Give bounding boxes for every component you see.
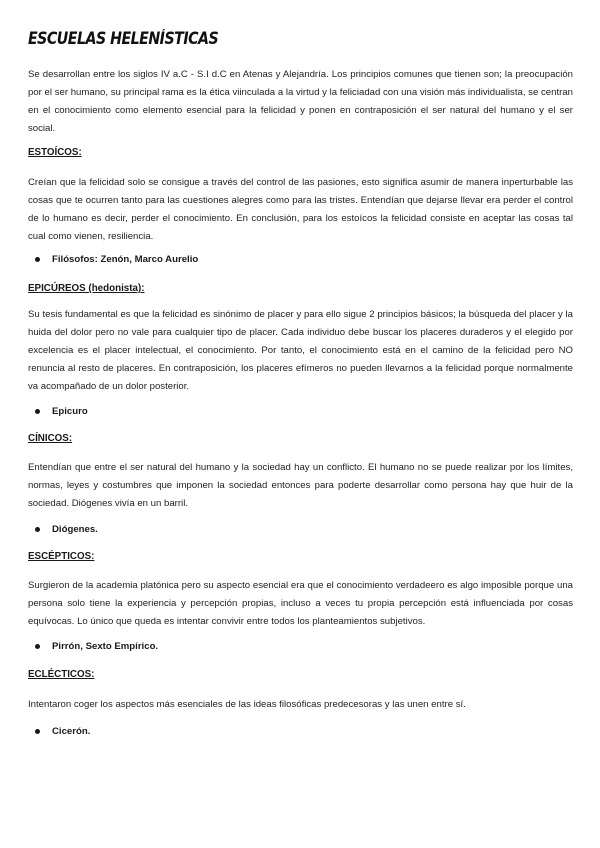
paragraph-estoicos: Creían que la felicidad solo se consigue a través del control de las pasiones, esto significa asumir de manera inperturbable las cosas que te ocurren tanto para las cuestiones alegres como para las tristes. Entendían que dejarse llevar era perder el control de lo humano es decir, perder el conocimiento. En conclusión, para los estoícos la felicidad consiste en aceptar las cosas tal cual como vienen, resiliencia.: [28, 177, 573, 242]
list-item: [35, 641, 158, 652]
bullet-text-cinicos: Diógenes.: [52, 524, 98, 535]
bullet-icon: [35, 527, 40, 532]
paragraph-eclecticos: Intentaron coger los aspectos más esenciales de las ideas filosóficas predecesoras y las unen entre sí.: [28, 699, 466, 710]
list-item: [35, 406, 88, 417]
list-item: [35, 254, 198, 265]
heading-epicureos: EPICÚREOS (hedonista):: [28, 283, 145, 294]
list-item: [35, 524, 98, 535]
bullet-text-epicureos: Epicuro: [52, 406, 88, 417]
page-title: ESCUELAS HELENÍSTICAS: [28, 29, 219, 48]
bullet-text-estoicos: Filósofos: Zenón, Marco Aurelio: [52, 254, 199, 265]
heading-eclecticos: ECLÉCTICOS:: [28, 669, 95, 680]
bullet-icon: [35, 257, 40, 262]
bullet-icon: [35, 729, 40, 734]
paragraph-escepticos: Surgieron de la academia platónica pero su aspecto esencial era que el conocimiento verdadeero es algo imposible porque una persona solo tiene la experiencia y percepción propias, incluso a veces tu propia percepción está influenciada por cosas equívocas. Lo único que queda es intentar convivir entre todos los planteamientos subjetivos.: [28, 580, 573, 627]
heading-estoicos: ESTOÍCOS:: [28, 147, 82, 158]
list-item: [35, 726, 90, 737]
bullet-text-escepticos: Pirrón, Sexto Empírico.: [52, 641, 159, 652]
intro-paragraph: Se desarrollan entre los siglos IV a.C - S.I d.C en Atenas y Alejandría. Los principios comunes que tienen son; la preocupación por el ser humano, su principal rama es la ética viinculada a la virtud y la feliciadad con una visión más individualista, se centran en el conocimiento como elemento esencial para la felicidad y ponen en contraposición el ser natural del humano y el ser social.: [28, 69, 573, 134]
heading-cinicos: CÍNICOS:: [28, 433, 73, 444]
paragraph-cinicos: Entendían que entre el ser natural del humano y la sociedad hay un conflicto. El humano no se puede realizar por los límites, normas, leyes y costumbres que imponen la sociedad entonces para poderte desarrollar como persona hay que huir de la sociedad. Diógenes vivía en un barril.: [28, 462, 573, 509]
paragraph-epicureos: Su tesis fundamental es que la felicidad es sinónimo de placer y para ello sigue 2 principios básicos; la búsqueda del placer y la huida del dolor pero no vale para cualquier tipo de placer. Cada individuo debe buscar los placeres duraderos y el elegido por excelencia es el placer intelectual, el conocimiento. Por tanto, el conocimiento está en el camino de la felicidad pero NO renuncia al resto de placeres. En contraposición, los placeres efímeros no pueden llevarnos a la felicidad porque normalmente va acompañado de un dolor posterior.: [28, 309, 573, 392]
heading-escepticos: ESCÉPTICOS:: [28, 551, 95, 562]
bullet-icon: [35, 644, 40, 649]
bullet-icon: [35, 409, 40, 414]
bullet-text-eclecticos: Cicerón.: [52, 726, 91, 737]
